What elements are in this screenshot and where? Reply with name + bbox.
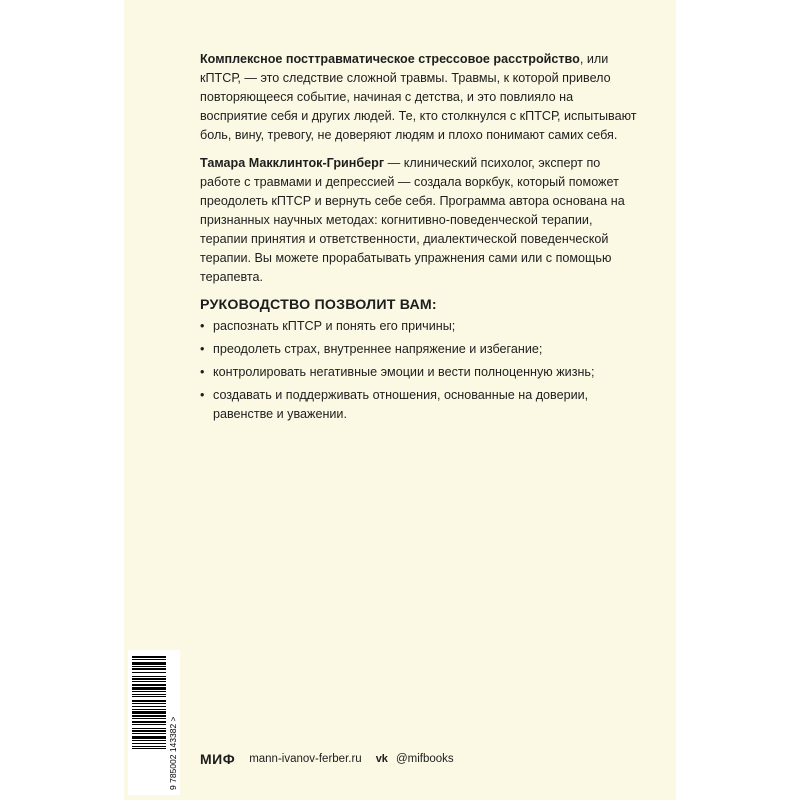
barcode-bar	[132, 668, 166, 670]
barcode-number: 9 785002 143382 >	[168, 716, 178, 790]
barcode-bar	[132, 691, 166, 692]
barcode-bar	[132, 672, 166, 673]
barcode-bar	[132, 711, 166, 714]
barcode-bar	[132, 696, 166, 697]
barcode-bar	[132, 718, 166, 719]
guide-list-item: • контролировать негативные эмоции и вести полноценную жизнь;	[200, 363, 640, 382]
website-link[interactable]: mann-ivanov-ferber.ru	[249, 753, 362, 765]
barcode-bar	[132, 743, 166, 744]
barcode-bar	[132, 746, 166, 747]
cover-text	[200, 50, 640, 428]
barcode-bar	[132, 694, 166, 695]
barcode-bar	[132, 740, 166, 741]
barcode-bar	[132, 703, 166, 704]
book-back-cover	[124, 0, 676, 800]
guide-list-item: • распознать кПТСР и понять его причины;	[200, 317, 640, 336]
barcode-bar	[132, 678, 166, 680]
barcode-bar	[132, 706, 166, 707]
social-handle[interactable]: @mifbooks	[395, 753, 454, 765]
barcode-bar	[132, 709, 166, 710]
publisher-logo: МИФ	[200, 751, 236, 767]
barcode-bar	[132, 748, 166, 749]
barcode-bar	[132, 676, 166, 677]
barcode-bar	[132, 681, 166, 682]
barcode-bar	[132, 736, 166, 739]
barcode-bar	[132, 684, 166, 686]
barcode-bar	[132, 715, 166, 717]
barcode-bar	[132, 724, 166, 725]
barcode-bar	[132, 721, 166, 723]
barcode-bar	[132, 659, 166, 660]
guide-list-item: • создавать и поддерживать отношения, основанные на доверии, равенстве и уважении.	[200, 386, 640, 424]
barcode-bars	[132, 656, 166, 749]
author-name: Тамара Макклинток-Гринберг	[200, 156, 385, 170]
barcode-bar	[132, 687, 166, 690]
barcode-bar	[132, 656, 166, 658]
isbn-barcode	[128, 650, 180, 795]
guide-list	[200, 317, 640, 424]
vk-icon[interactable]: vk	[375, 753, 388, 765]
barcode-bar	[132, 666, 166, 667]
barcode-bar	[132, 733, 166, 734]
barcode-bar	[132, 700, 166, 702]
paragraph-author	[200, 154, 640, 287]
barcode-bar	[132, 730, 166, 732]
paragraph-author-text: — клинический психолог, эксперт по работе с травмами и депрессией — создала воркбук, который поможет преодолеть кПТСР и вернуть себе себя. Программа автора основана на признанных научных методах: когнитивно-поведенческой терапии, терапии принятия и ответственности, диалектической поведенческой терапии. Вы можете прорабатывать упражнения сами или с помощью терапевта.	[200, 156, 625, 284]
footer	[200, 751, 454, 767]
barcode-bar	[132, 662, 166, 665]
barcode-bar	[132, 728, 166, 729]
paragraph-intro-text: , или кПТСР, — это следствие сложной травмы. Травмы, к которой привело повторяющееся событие, начиная с детства, и это повлияло на восприятие себя и других людей. Те, кто столкнулся с кПТСР, испытывают боль, вину, тревогу, не доверяют людям и плохо понимают самих себя.	[200, 52, 637, 142]
guide-heading: РУКОВОДСТВО ПОЗВОЛИТ ВАМ:	[200, 297, 437, 313]
paragraph-intro	[200, 50, 640, 145]
guide-list-item: • преодолеть страх, внутреннее напряжение и избегание;	[200, 340, 640, 359]
paragraph-intro-bold: Комплексное посттравматическое стрессовое расстройство	[200, 52, 580, 66]
